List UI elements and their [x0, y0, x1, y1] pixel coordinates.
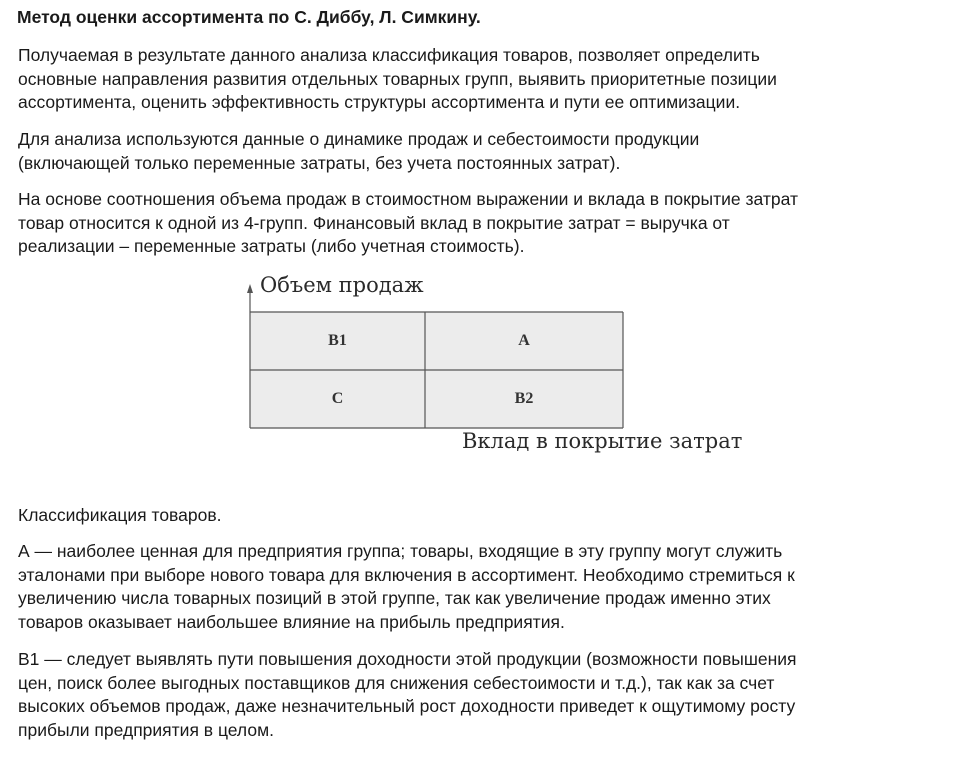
text-line: Получаемая в результате данного анализа классификация товаров, позволяет определить: [18, 45, 760, 65]
text-line: увеличению числа товарных позиций в этой группе, так как увеличение продаж именно этих: [18, 588, 771, 608]
text-line: На основе соотношения объема продаж в стоимостном выражении и вклада в покрытие затрат: [18, 189, 798, 209]
group-a-paragraph: [18, 540, 953, 634]
y-axis-label: Объем продаж: [260, 273, 424, 297]
text-line: основные направления развития отдельных товарных групп, выявить приоритетные позиции: [18, 68, 777, 89]
data-source-paragraph: [18, 128, 953, 175]
text-line: эталонами при выборе нового товара для включения в ассортимент. Необходимо стремиться к: [18, 564, 795, 585]
text-line: В1 — следует выявлять пути повышения доходности этой продукции (возможности повышения: [18, 649, 797, 669]
text-line: прибыли предприятия в целом.: [18, 719, 274, 740]
text-line: Для анализа используются данные о динамике продаж и себестоимости продукции: [18, 129, 700, 149]
method-paragraph: [18, 188, 953, 259]
document-title: Метод оценки ассортимента по С. Диббу, Л. Симкину.: [17, 7, 481, 27]
group-b1-paragraph: [18, 648, 953, 742]
intro-paragraph: [18, 44, 953, 115]
assortment-matrix-diagram: [228, 268, 768, 468]
text-line: Классификация товаров.: [18, 505, 222, 525]
x-axis-label: Вклад в покрытие затрат: [462, 429, 743, 453]
text-line: (включающей только переменные затраты, без учета постоянных затрат).: [18, 152, 621, 173]
cell-a: A: [518, 332, 530, 349]
text-line: реализации – переменные затраты (либо учетная стоимость).: [18, 236, 525, 256]
text-line: цен, поиск более выгодных поставщиков для снижения себестоимости и т.д.), так как за счет: [18, 672, 775, 693]
text-line: высоких объемов продаж, даже незначительный рост доходности приведет к ощутимому росту: [18, 696, 796, 716]
cell-b2: B2: [514, 390, 534, 407]
text-line: А — наиболее ценная для предприятия группа; товары, входящие в эту группу могут служить: [18, 541, 783, 561]
cell-b1: B1: [328, 332, 347, 349]
y-axis-arrow: [247, 284, 253, 293]
classification-heading: [18, 504, 953, 528]
text-line: ассортимента, оценить эффективность структуры ассортимента и пути ее оптимизации.: [18, 92, 741, 112]
text-line: товар относится к одной из 4-групп. Финансовый вклад в покрытие затрат = выручка от: [18, 212, 730, 233]
text-line: товаров оказывает наибольшее влияние на прибыль предприятия.: [18, 611, 565, 632]
cell-c: C: [331, 390, 344, 407]
